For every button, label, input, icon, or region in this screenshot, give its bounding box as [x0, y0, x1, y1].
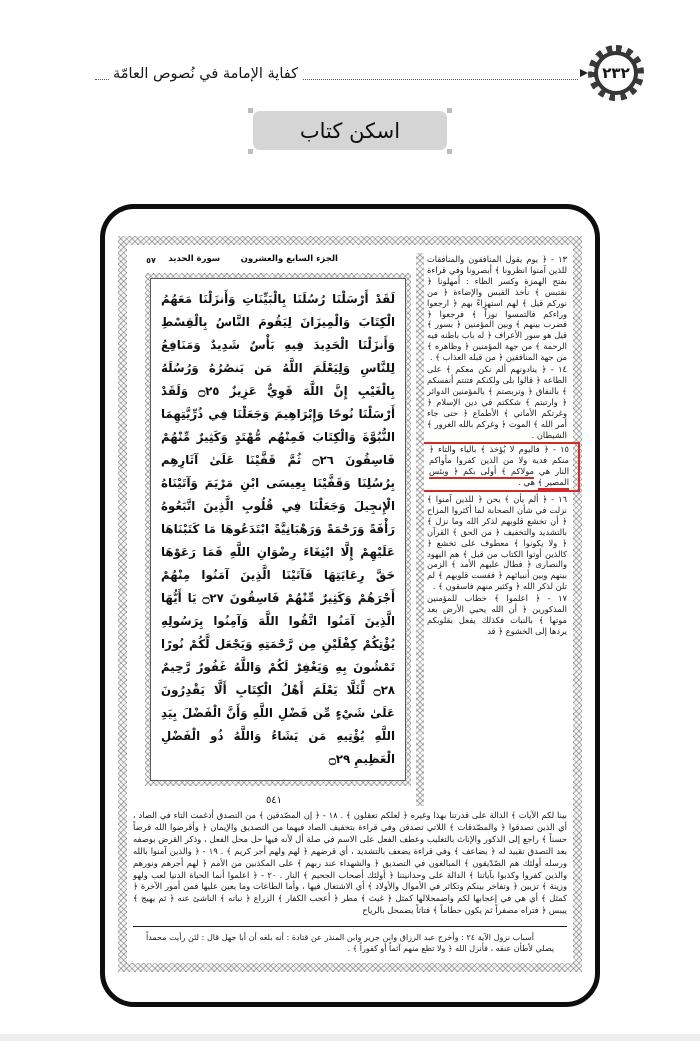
bottom-strip: [0, 1034, 700, 1041]
quran-frame: [145, 273, 411, 786]
dotted-leader-stub: [95, 67, 109, 80]
page-header: [95, 44, 644, 102]
badge-number: ٢٣٢: [602, 64, 630, 82]
red-highlight-box: [418, 442, 580, 492]
commentary-paragraph-v16: ١٦ - ﴿ ألم يأن ﴾ يحن ﴿ للذين آمنوا ﴾ نزلت في شأن الصحابة لما أكثروا المزاح ﴿ أن تخشع قلوبهم لذكر الله وما نزل ﴾ بالتشديد والتخفيف ﴿ من الحق ﴾ القرآن ﴿ ولا يكونوا ﴾ معطوف على تخشع ﴿ كالذين أوتوا الكتاب من قبل ﴾ هم اليهود والنصارى ﴿ فطال عليهم الأمد ﴾ الزمن بينهم وبين أنبيائهم ﴿ فقست قلوبهم ﴾ لم تلن لذكر الله ﴿ وكثير منهم فاسقون ﴾ .: [427, 494, 567, 592]
v15-text-start: ١٥ - ﴿ فاليوم لا يُؤخذ ﴾ بالياء والتاء ﴿ منكم فدية ولا من الذين كفروا مأواكم النار هي: [429, 444, 570, 477]
page-root: [0, 44, 700, 1041]
surah-cartouche: سورة الحديد: [168, 254, 221, 264]
commentary-paragraph-v15: [429, 444, 569, 488]
scan-body: [127, 245, 573, 963]
commentary-paragraph-v17: ١٧ - ﴿ اعلموا ﴾ خطاب للمؤمنين المذكورين ﴿ أن الله يحيي الأرض بعد موتها ﴾ بالنبات فكذلك يفعل بقلوبكم يردها إلى الخشوع ﴿ قد: [427, 593, 567, 636]
quran-side: [133, 253, 413, 806]
column-divider: [416, 253, 424, 806]
label-box-text: اسكن كتاب: [299, 118, 401, 143]
scan-columns: [133, 253, 570, 806]
page-title: كفاية الإمامة في نُصوص العامّة: [113, 66, 298, 82]
bottom-commentary-text: بينا لكم الآيات ﴾ الدالة على قدرتنا بهذا وغيره ﴿ لعلكم تعقلون ﴾ . ١٨ - ﴿ إن المصّدقين ﴾ من التصدق أدغمت التاء في الصاد ، أي الذين تصدقوا ﴿ والمصّدقات ﴾ اللاتي تصدقن وفي قراءة بتخفيف الصاد فيهما من التصديق والإيمان ﴿ وأقرضوا الله قرضاً حسناً ﴾ راجع إلى الذكور والإناث بالتغليب وعطف الفعل على الاسم في صلة أل لأنه فيها حل محل الفعل ، وذكر القرض بوصفه بعد التصدق تقييد له ﴿ يضاعف ﴾ وفي قراءة يضعف بالتشديد ، أي قرضهم ﴿ لهم ولهم أجر كريم ﴾ . ١٩ - ﴿ والذين آمنوا بالله ورسله أولئك هم الصّدّيقون ﴾ المبالغون في التصديق ﴿ والشهداء عند ربهم ﴾ على المكذبين من الأمم ﴿ لهم أجرهم ونورهم والذين كفروا وكذبوا بآياتنا ﴾ الدالة على وحدانيتنا ﴿ أولئك أصحاب الجحيم ﴾ النار . ٢٠ - ﴿ اعلموا أنما الحياة الدنيا لعب ولهو وزينة ﴾ تزيين ﴿ وتفاخر بينكم وتكاثر في الأموال والأولاد ﴾ أي الاشتغال فيها ، وأما الطاعات وما يعين عليها فمن أمور الآخرة ﴿ كمثل ﴾ أي هي في إعجابها لكم واضمحلالها كمثل ﴿ غيث ﴾ مطر ﴿ أعجب الكفار ﴾ الزراع ﴿ نباته ﴾ الناشئ عنه ﴿ ثم يهيج ﴾ ييبس ﴿ فتراه مصفراً ثم يكون حطاماً ﴾ فتاتاً يضمحل بالرياح: [133, 810, 568, 916]
footnote-text: أسباب نزول الآية ٢٤ : وأخرج عبد الرزاق وابن جرير وابن المنذر عن قتادة : أنه بلغه أن أبا جهل قال : لئن رأيت محمداً يصلي لأطأن عنقه ، فأنزل الله ﴿ ولا تطع منهم آثماً أو كفوراً ﴾ .: [146, 932, 554, 953]
mushaf-page-number: ٥٤١: [265, 795, 283, 806]
footnote-separator: [133, 926, 567, 927]
surah-number: ٥٧: [146, 256, 156, 265]
v15-text-end: هي .: [518, 477, 538, 488]
commentary-paragraph-v13: ١٣ - ﴿ يوم يقول المنافقون والمنافقات للذين آمنوا انظرونا ﴾ أبصرونا وفي قراءة بفتح الهمزة وكسر الظاء : أمهلونا ﴿ نقتبس ﴾ نأخذ القبس والإضاءة ﴿ من نوركم قيل ﴾ لهم استهزاءً بهم ﴿ ارجعوا وراءكم فالتمسوا نوراً ﴾ فرجعوا ﴿ فضرب بينهم ﴾ وبين المؤمنين ﴿ بسور ﴾ قيل هو سور الأعراف ﴿ له باب باطنه فيه الرحمة ﴾ من جهة المؤمنين ﴿ وظاهره ﴾ من جهة المنافقين ﴿ من قبله العذاب ﴾ .: [427, 254, 567, 363]
dotted-leader: [303, 67, 578, 80]
v15-red-underlined-text: مولاكم ﴾ أولى بكم ﴿ وبئس المصير ﴾: [429, 466, 569, 489]
arrow-right-icon: [580, 69, 588, 77]
commentary-paragraph-v14: ١٤ - ﴿ ينادونهم ألم نكن معكم ﴾ على الطاعة ﴿ قالوا بلى ولكنكم فتنتم أنفسكم ﴾ بالنفاق ﴿ وتربصتم ﴾ بالمؤمنين الدوائر ﴿ وارتبتم ﴾ شككتم في دين الإسلام ﴿ وغرتكم الأماني ﴾ الأطماع ﴿ حتى جاء أمر الله ﴾ الموت ﴿ وغركم بالله الغرور ﴾ الشيطان .: [427, 364, 567, 440]
label-box[interactable]: [253, 111, 447, 150]
scanned-page[interactable]: [118, 236, 582, 972]
quran-page-header: [135, 254, 413, 269]
book-card: [100, 204, 600, 1007]
page-number-badge: [588, 45, 644, 101]
quran-text: لَقَدْ أَرْسَلْنَا رُسُلَنَا بِالْبَيِّنَاتِ وَأَنزَلْنَا مَعَهُمُ الْكِتَابَ وَالْمِيزَانَ لِيَقُومَ النَّاسُ بِالْقِسْطِ وَأَنزَلْنَا الْحَدِيدَ فِيهِ بَأْسٌ شَدِيدٌ وَمَنَافِعُ لِلنَّاسِ وَلِيَعْلَمَ اللَّهُ مَن يَنصُرُهُ وَرُسُلَهُ بِالْغَيْبِ إِنَّ اللَّهَ قَوِيٌّ عَزِيزٌ ۝٢٥ وَلَقَدْ أَرْسَلْنَا نُوحًا وَإِبْرَاهِيمَ وَجَعَلْنَا فِي ذُرِّيَّتِهِمَا النُّبُوَّةَ وَالْكِتَابَ فَمِنْهُم مُّهْتَدٍ وَكَثِيرٌ مِّنْهُمْ فَاسِقُونَ ۝٢٦ ثُمَّ قَفَّيْنَا عَلَىٰ آثَارِهِم بِرُسُلِنَا وَقَفَّيْنَا بِعِيسَى ابْنِ مَرْيَمَ وَآتَيْنَاهُ الْإِنجِيلَ وَجَعَلْنَا فِي قُلُوبِ الَّذِينَ اتَّبَعُوهُ رَأْفَةً وَرَحْمَةً وَرَهْبَانِيَّةً ابْتَدَعُوهَا مَا كَتَبْنَاهَا عَلَيْهِمْ إِلَّا ابْتِغَاءَ رِضْوَانِ اللَّهِ فَمَا رَعَوْهَا حَقَّ رِعَايَتِهَا فَآتَيْنَا الَّذِينَ آمَنُوا مِنْهُمْ أَجْرَهُمْ وَكَثِيرٌ مِّنْهُمْ فَاسِقُونَ ۝٢٧ يَا أَيُّهَا الَّذِينَ آمَنُوا اتَّقُوا اللَّهَ وَآمِنُوا بِرَسُولِهِ يُؤْتِكُمْ كِفْلَيْنِ مِن رَّحْمَتِهِ وَيَجْعَل لَّكُمْ نُورًا تَمْشُونَ بِهِ وَيَغْفِرْ لَكُمْ وَاللَّهُ غَفُورٌ رَّحِيمٌ ۝٢٨ لِّئَلَّا يَعْلَمَ أَهْلُ الْكِتَابِ أَلَّا يَقْدِرُونَ عَلَىٰ شَيْءٍ مِّن فَضْلِ اللَّهِ وَأَنَّ الْفَضْلَ بِيَدِ اللَّهِ يُؤْتِيهِ مَن يَشَاءُ وَاللَّهُ ذُو الْفَضْلِ الْعَظِيمِ ۝٢٩: [150, 278, 406, 781]
juz-cartouche: الجزء السابع والعشرون: [240, 254, 338, 264]
badge-ring: [594, 51, 638, 95]
commentary-column: [427, 253, 570, 806]
